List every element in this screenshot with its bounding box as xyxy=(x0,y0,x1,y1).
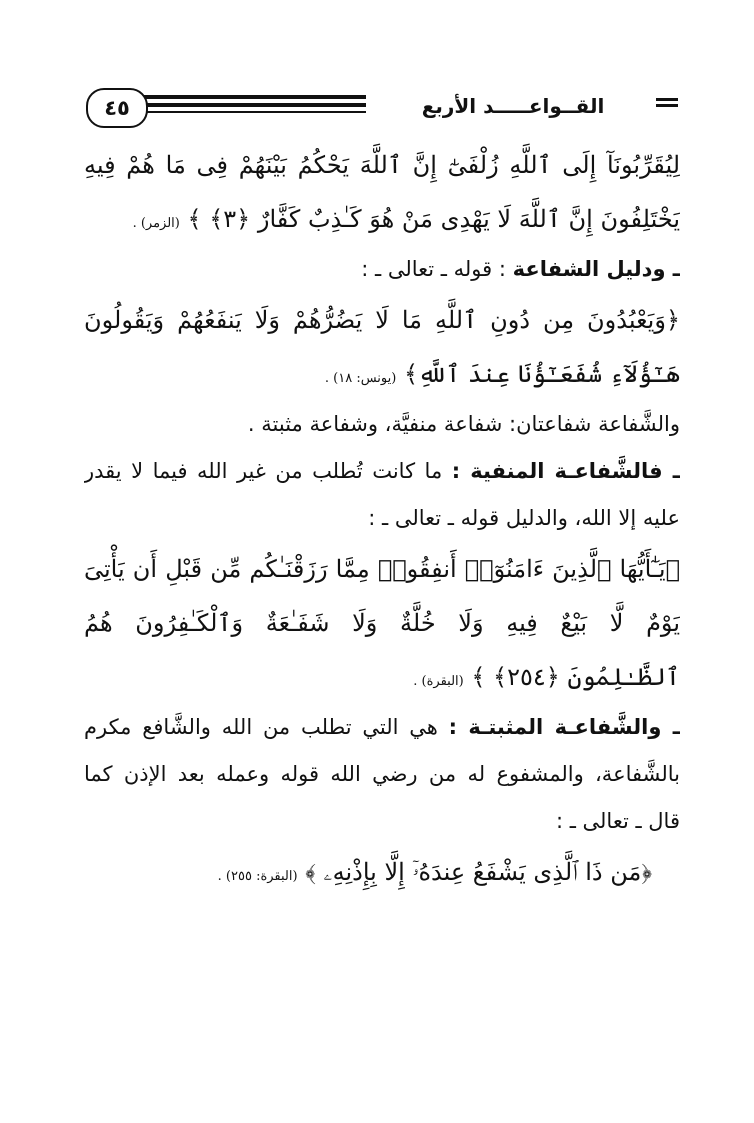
verse-text: ﴿مَن ذَا ٱلَّذِى يَشْفَعُ عِندَهُۥٓ إِلَّا بِإِذْنِهِۦ ﴾ xyxy=(305,858,652,886)
header-ornament-icon xyxy=(656,98,678,112)
verse-reference: (الزمر) . xyxy=(132,216,180,231)
verse-line xyxy=(84,347,680,401)
verse-line: ﴿يَـٰٓأَيُّهَا ٱلَّذِينَ ءَامَنُوٓا۟ أَنفِقُوا۟ مِمَّا رَزَقْنَـٰكُم مِّن قَبْلِ أَن يَأْتِىَ xyxy=(84,555,680,583)
verse-text: ٱلظَّـٰلِمُونَ ﴿٢٥٤﴾ ﴾ xyxy=(471,663,680,691)
paragraph-text: ما كانت تُطلب من غير الله فيما لا يقدر xyxy=(84,459,443,483)
section-heading: ـ ودليل الشفاعة xyxy=(512,257,680,281)
verse-line xyxy=(84,192,680,246)
verse-reference: (البقرة: ٢٥٥) . xyxy=(217,869,298,884)
verse-text: يَخْتَلِفُونَ إِنَّ ٱللَّهَ لَا يَهْدِى مَنْ هُوَ كَـٰذِبٌ كَفَّارٌ ﴿٣﴾ ﴾ xyxy=(187,205,680,233)
header-rule-lines xyxy=(126,92,366,120)
page-number: ٤٥ xyxy=(104,96,130,120)
paragraph-line xyxy=(84,448,680,495)
verse-line xyxy=(84,845,680,899)
page-body xyxy=(84,138,680,899)
verse-line: ﴿وَيَعْبُدُونَ مِن دُونِ ٱللَّهِ مَا لَا يَضُرُّهُمْ وَلَا يَنفَعُهُمْ وَيَقُولُونَ xyxy=(84,306,680,334)
page-number-badge xyxy=(86,88,148,128)
paragraph-line: عليه إلا الله، والدليل قوله ـ تعالى ـ : xyxy=(368,506,680,530)
paragraph-line: بالشَّفاعة، والمشفوع له من رضي الله قوله وعمله بعد الإذن كما xyxy=(84,762,680,786)
verse-line: يَوْمٌ لَّا بَيْعٌ فِيهِ وَلَا خُلَّةٌ وَلَا شَفَـٰعَةٌ وَٱلْكَـٰفِرُونَ هُمُ xyxy=(84,609,680,637)
verse-reference: (يونس: ١٨) . xyxy=(324,371,397,386)
paragraph-text: هي التي تطلب من الله والشَّافع مكرم xyxy=(84,715,438,739)
running-title: القــواعـــــد الأربع xyxy=(421,94,605,118)
paragraph-line xyxy=(84,246,680,293)
verse-text: هَـٰٓؤُلَآءِ شُفَعَـٰٓؤُنَا عِندَ ٱللَّهِ﴾ xyxy=(403,360,680,388)
paragraph-line: والشَّفاعة شفاعتان: شفاعة منفيَّة، وشفاعة مثبتة . xyxy=(247,412,680,436)
verse-line: لِيُقَرِّبُونَآ إِلَى ٱللَّهِ زُلْفَىٰٓ إِنَّ ٱللَّهَ يَحْكُمُ بَيْنَهُمْ فِى مَا هُمْ فِيهِ xyxy=(84,151,680,179)
section-heading: ـ فالشَّفاعـة المنفية : xyxy=(451,459,680,483)
running-header xyxy=(86,88,678,128)
verse-reference: (البقرة) . xyxy=(413,674,464,689)
paragraph-text: : قوله ـ تعالى ـ : xyxy=(361,257,506,281)
paragraph-line: قال ـ تعالى ـ : xyxy=(555,809,680,833)
section-heading: ـ والشَّفاعـة المثبتـة : xyxy=(448,715,680,739)
paragraph-line xyxy=(84,704,680,751)
verse-line xyxy=(84,650,680,704)
